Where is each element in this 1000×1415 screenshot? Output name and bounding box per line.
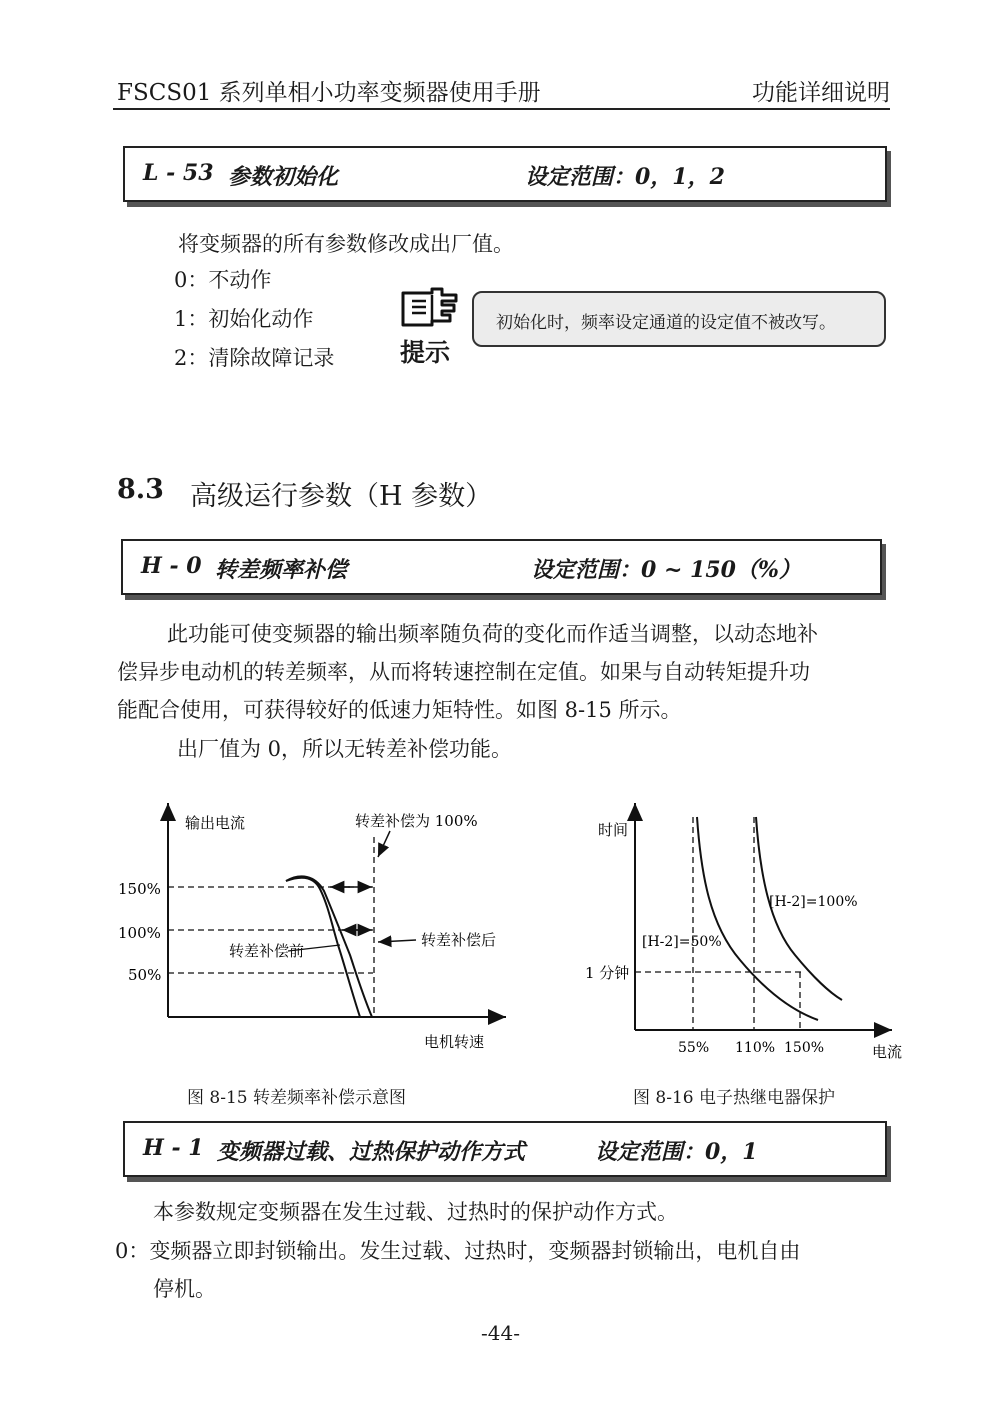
param-range: 设定范围：0，1 bbox=[595, 1139, 758, 1165]
param-name: 转差频率补偿 bbox=[215, 557, 348, 583]
x-axis-label: 电流 bbox=[872, 1043, 903, 1061]
label-h2-50: [H-2]=50% bbox=[642, 934, 722, 950]
tick-150: 150% bbox=[118, 880, 161, 898]
tick-100: 100% bbox=[118, 924, 161, 942]
label-before: 转差补偿前 bbox=[229, 942, 305, 960]
x-tick-150: 150% bbox=[784, 1040, 825, 1056]
y-tick-1min: 1 分钟 bbox=[585, 964, 630, 982]
section-number: 8.3 bbox=[117, 474, 164, 505]
h0-paragraph-line-1: 此功能可使变频器的输出频率随负荷的变化而作适当调整，以动态地补 bbox=[167, 622, 818, 646]
param-code: L - 53 bbox=[143, 160, 214, 186]
pointing-hand-icon bbox=[398, 285, 460, 331]
label-after: 转差补偿后 bbox=[421, 931, 497, 949]
section-title: 高级运行参数（H 参数） bbox=[190, 481, 493, 512]
param-box-l53 bbox=[123, 146, 887, 202]
header-rule bbox=[113, 108, 890, 110]
x-tick-55: 55% bbox=[678, 1040, 710, 1056]
param-code: H - 1 bbox=[143, 1135, 204, 1161]
y-axis-label: 时间 bbox=[598, 821, 629, 839]
h1-description: 本参数规定变频器在发生过载、过热时的保护动作方式。 bbox=[153, 1200, 678, 1224]
h0-factory-note: 出厂值为 0，所以无转差补偿功能。 bbox=[177, 737, 513, 761]
h1-option-0-line-2: 停机。 bbox=[153, 1277, 216, 1301]
l53-option-0: 0：不动作 bbox=[174, 268, 272, 292]
h0-paragraph-line-2: 偿异步电动机的转差频率，从而将转速控制在定值。如果与自动转矩提升功 bbox=[117, 660, 810, 684]
param-box-h1 bbox=[123, 1121, 887, 1177]
tick-50: 50% bbox=[128, 966, 162, 984]
hint-label: 提示 bbox=[400, 338, 451, 367]
l53-description: 将变频器的所有参数修改成出厂值。 bbox=[178, 232, 514, 256]
param-box-h0 bbox=[121, 539, 882, 595]
param-name: 参数初始化 bbox=[228, 164, 339, 190]
hint-text: 初始化时，频率设定通道的设定值不被改写。 bbox=[496, 313, 836, 333]
x-axis-label: 电机转速 bbox=[424, 1033, 485, 1051]
x-tick-110: 110% bbox=[735, 1040, 776, 1056]
label-h2-100: [H-2]=100% bbox=[769, 894, 858, 910]
param-range: 设定范围：0，1，2 bbox=[525, 164, 725, 190]
running-header-section: 功能详细说明 bbox=[752, 80, 890, 106]
l53-option-2: 2：清除故障记录 bbox=[174, 346, 335, 370]
comp-100-label: 转差补偿为 100% bbox=[355, 812, 478, 830]
hint-callout bbox=[472, 291, 886, 347]
param-name: 变频器过载、过热保护动作方式 bbox=[217, 1139, 526, 1165]
figure-8-16-thermal-relay bbox=[580, 795, 910, 1065]
param-code: H - 0 bbox=[141, 553, 202, 579]
y-axis-label: 输出电流 bbox=[185, 814, 246, 832]
curve-h2-50 bbox=[697, 817, 818, 1020]
l53-option-1: 1：初始化动作 bbox=[174, 307, 314, 331]
running-header-title: FSCS01 系列单相小功率变频器使用手册 bbox=[117, 80, 541, 106]
figure-8-16-caption: 图 8-16 电子热继电器保护 bbox=[633, 1088, 835, 1108]
page-number: -44- bbox=[481, 1321, 520, 1345]
figure-8-15-slip-compensation bbox=[110, 795, 510, 1060]
param-range: 设定范围：0 ~ 150（%） bbox=[531, 557, 801, 583]
figure-8-15-caption: 图 8-15 转差频率补偿示意图 bbox=[187, 1088, 406, 1108]
h1-option-0-line-1: 0：变频器立即封锁输出。发生过载、过热时，变频器封锁输出，电机自由 bbox=[115, 1239, 801, 1263]
h0-paragraph-line-3: 能配合使用，可获得较好的低速力矩特性。如图 8-15 所示。 bbox=[117, 698, 682, 722]
